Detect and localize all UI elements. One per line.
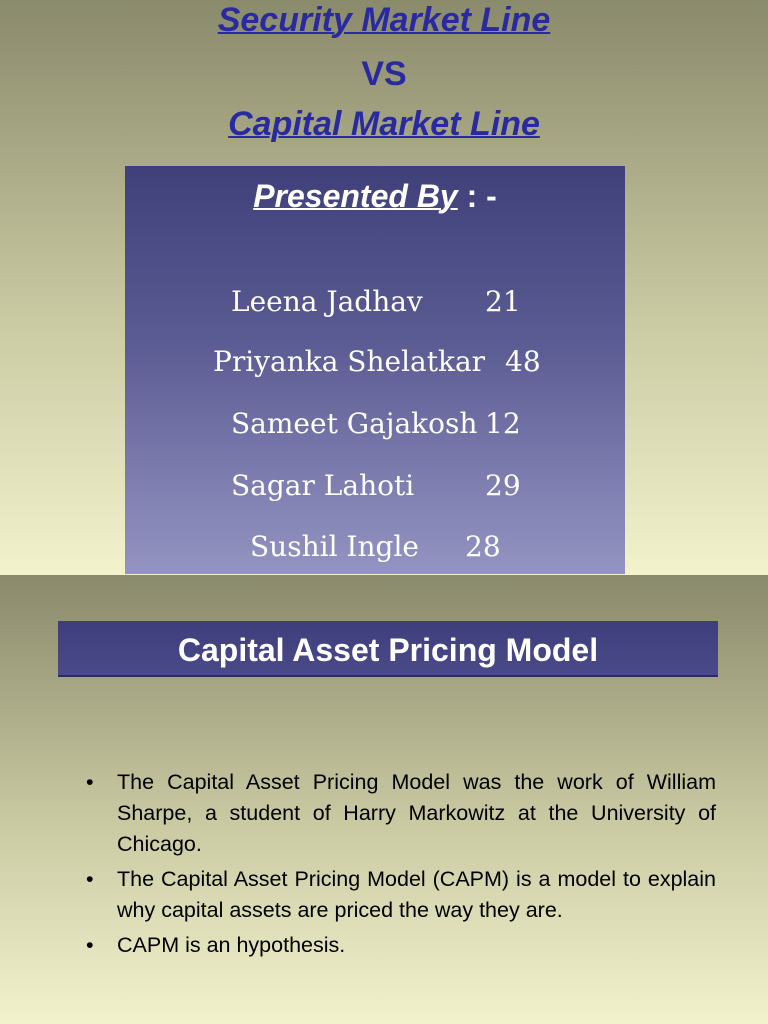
presented-by-suffix: : - xyxy=(457,178,497,214)
member-name: Priyanka Shelatkar xyxy=(213,345,486,378)
presented-by-label: Presented By xyxy=(253,178,458,214)
bullet-list xyxy=(82,767,716,965)
member-number: 12 xyxy=(485,407,521,440)
member-name: Leena Jadhav xyxy=(231,285,423,318)
bullet-icon: • xyxy=(86,770,94,794)
title-line-capital-market-line: Capital Market Line xyxy=(228,105,540,143)
member-number: 21 xyxy=(485,285,521,318)
list-item xyxy=(82,767,716,860)
bullet-icon: • xyxy=(86,867,94,891)
member-number: 29 xyxy=(485,469,521,502)
section-banner xyxy=(58,621,718,677)
slide-capm xyxy=(0,575,768,1024)
bullet-text: The Capital Asset Pricing Model (CAPM) is a model to explain why capital assets are priced the way they are. xyxy=(117,867,716,922)
member-name: Sameet Gajakosh xyxy=(231,407,478,440)
bullet-icon: • xyxy=(86,933,94,957)
section-heading: Capital Asset Pricing Model xyxy=(177,632,599,668)
list-item xyxy=(82,864,716,926)
member-name: Sushil Ingle xyxy=(250,530,419,563)
member-number: 48 xyxy=(505,345,541,378)
bullet-text: The Capital Asset Pricing Model was the work of William Sharpe, a student of Harry Markowitz at the University of Chicago. xyxy=(117,770,716,856)
bullet-text: CAPM is an hypothesis. xyxy=(117,933,346,957)
title-line-security-market-line: Security Market Line xyxy=(217,1,551,39)
title-line-vs: VS xyxy=(361,55,407,93)
presented-by-heading xyxy=(125,176,625,216)
presenter-box xyxy=(125,166,625,574)
member-name: Sagar Lahoti xyxy=(231,469,415,502)
member-number: 28 xyxy=(465,530,501,563)
list-item xyxy=(82,930,716,961)
